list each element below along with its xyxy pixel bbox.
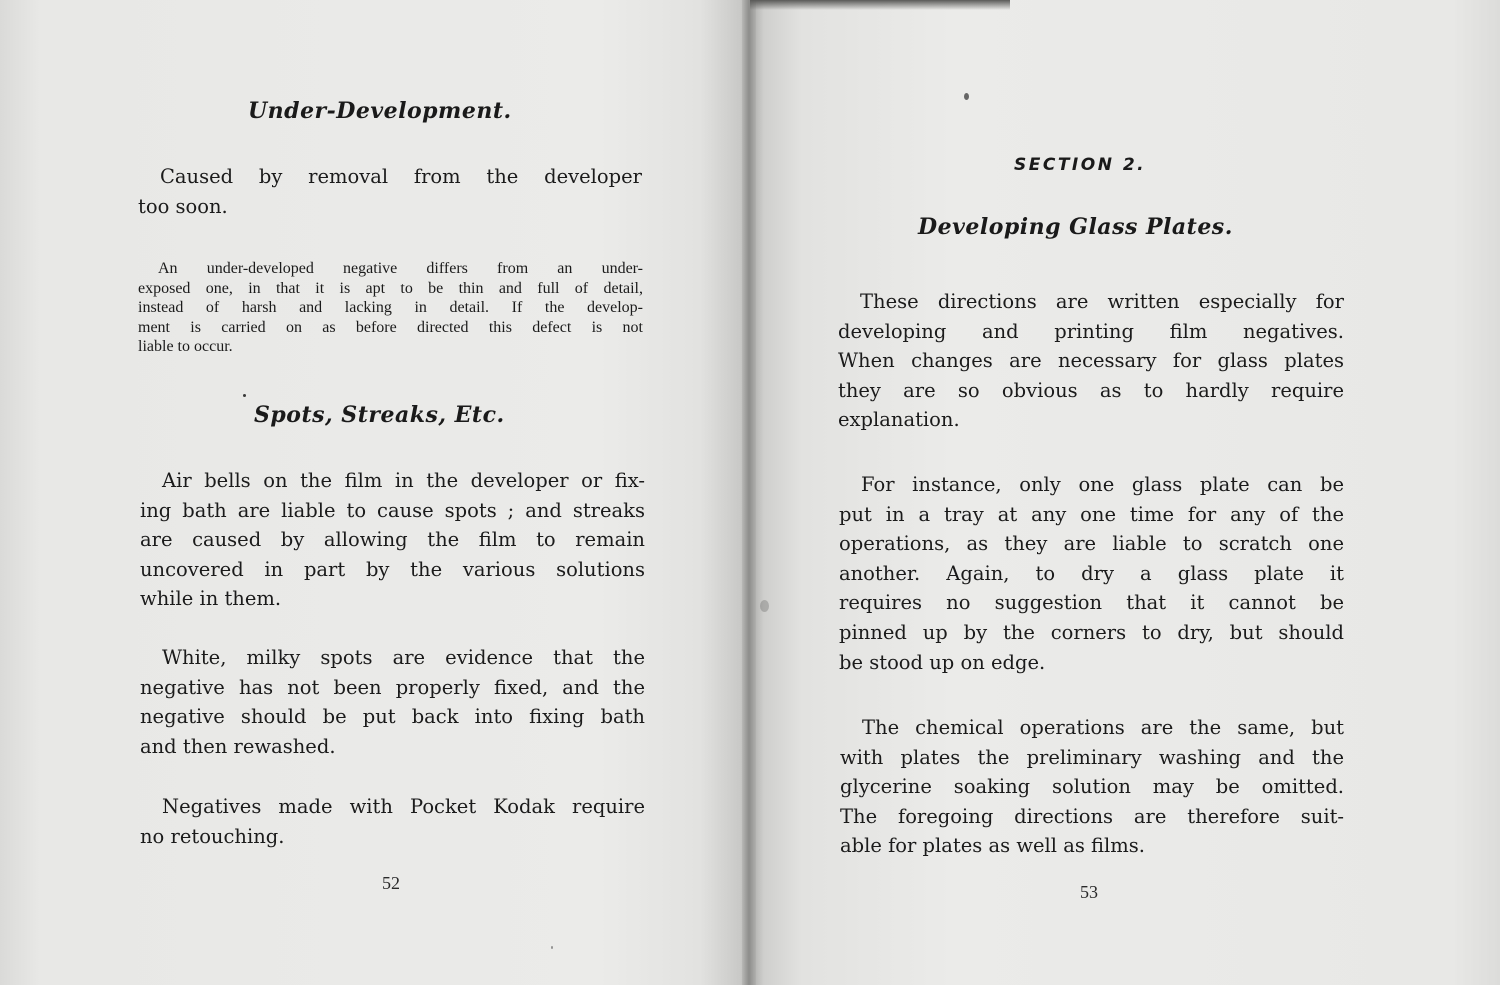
top-edge-shadow bbox=[750, 0, 1010, 10]
page-number-left: 52 bbox=[382, 873, 400, 893]
paper-speck bbox=[551, 946, 553, 949]
spots-paragraph-3: Negatives made with Pocket Kodak require no retouching. bbox=[140, 795, 645, 848]
left-page bbox=[0, 0, 748, 985]
page-number-right: 53 bbox=[1080, 882, 1098, 902]
heading-spots-streaks: Spots, Streaks, Etc. bbox=[254, 402, 505, 428]
spots-paragraph-2: White, milky spots are evidence that the negative has not been properly fixed, and the negative should be put back into fixing bath and then rewashed. bbox=[140, 646, 645, 758]
glass-plates-paragraph-1: These directions are written especially for developing and printing film negatives. When changes are necessary for glass plates they are so obvious as to hardly require explanation. bbox=[838, 290, 1344, 432]
paper-speck bbox=[243, 394, 246, 397]
glass-plates-paragraph-2: For instance, only one glass plate can be put in a tray at any one time for any of the operations, as they are liable to scratch one another. Again, to dry a glass plate it requires no suggestion that it cannot be pinned up by the corners to dry, but should be stood up on edge. bbox=[839, 473, 1344, 674]
paper-speck bbox=[964, 93, 969, 100]
heading-developing-glass-plates: Developing Glass Plates. bbox=[918, 214, 1233, 240]
section-label: SECTION 2. bbox=[1014, 155, 1147, 175]
book-gutter bbox=[742, 0, 756, 985]
under-development-note: An under-developed negative differs from an under- exposed one, in that it is apt to be thin and full of detail, instead of harsh and lacking in detail. If the develop- ment is carried on as before directed this defect is not liable to occur. bbox=[138, 260, 643, 355]
glass-plates-paragraph-3: The chemical operations are the same, but with plates the preliminary washing and the glycerine soaking solution may be omitted. The foregoing directions are therefore suit- able for plates as well as films. bbox=[840, 716, 1344, 858]
heading-under-development: Under-Development. bbox=[248, 98, 512, 124]
paper-speck bbox=[760, 600, 769, 612]
right-page bbox=[752, 0, 1500, 985]
spots-paragraph-1: Air bells on the film in the developer or fix- ing bath are liable to cause spots ; and streaks are caused by allowing the film to remain uncovered in part by the various solutions while in them. bbox=[140, 469, 645, 611]
under-development-paragraph: Caused by removal from the developer too soon. bbox=[138, 165, 642, 218]
